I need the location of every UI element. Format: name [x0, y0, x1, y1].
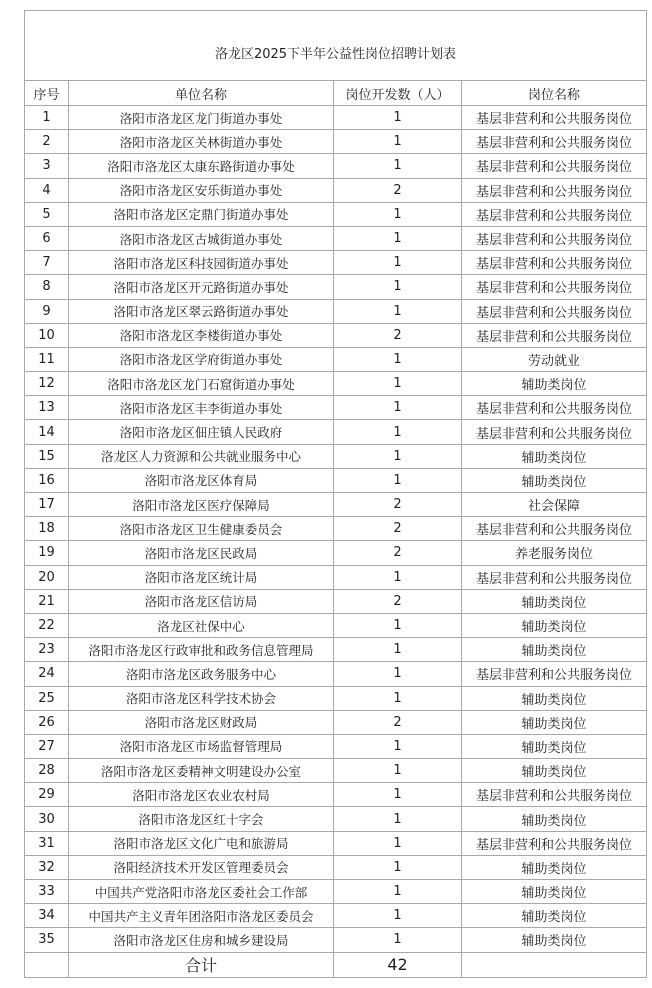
table-row — [25, 613, 647, 637]
row-position-name: 基层非营利和公共服务岗位 — [462, 178, 647, 202]
row-count: 1 — [334, 855, 462, 879]
header-unit: 单位名称 — [69, 81, 334, 106]
table-row — [25, 880, 647, 904]
recruitment-plan-table — [24, 10, 647, 978]
row-count: 2 — [334, 710, 462, 734]
row-position-name: 基层非营利和公共服务岗位 — [462, 396, 647, 420]
row-unit-name: 洛阳市洛龙区红十字会 — [69, 807, 334, 831]
row-index: 1 — [25, 106, 69, 130]
row-count: 1 — [334, 347, 462, 371]
row-unit-name: 洛龙区人力资源和公共就业服务中心 — [69, 444, 334, 468]
row-index: 2 — [25, 130, 69, 154]
row-unit-name: 洛阳市洛龙区民政局 — [69, 541, 334, 565]
row-unit-name: 洛阳市洛龙区龙门街道办事处 — [69, 106, 334, 130]
row-position-name: 辅助类岗位 — [462, 759, 647, 783]
row-index: 20 — [25, 565, 69, 589]
row-count: 1 — [334, 613, 462, 637]
table-row — [25, 589, 647, 613]
row-index: 8 — [25, 275, 69, 299]
row-unit-name: 中国共产主义青年团洛阳市洛龙区委员会 — [69, 904, 334, 928]
row-index: 17 — [25, 493, 69, 517]
row-index: 27 — [25, 734, 69, 758]
row-unit-name: 洛阳市洛龙区委精神文明建设办公室 — [69, 759, 334, 783]
row-count: 1 — [334, 468, 462, 492]
row-index: 5 — [25, 202, 69, 226]
table-row — [25, 275, 647, 299]
row-position-name: 辅助类岗位 — [462, 734, 647, 758]
header-position: 岗位名称 — [462, 81, 647, 106]
table-row — [25, 928, 647, 952]
table-row — [25, 686, 647, 710]
row-unit-name: 洛阳市洛龙区佃庄镇人民政府 — [69, 420, 334, 444]
row-index: 15 — [25, 444, 69, 468]
row-index: 12 — [25, 372, 69, 396]
row-position-name: 辅助类岗位 — [462, 807, 647, 831]
row-position-name: 辅助类岗位 — [462, 904, 647, 928]
table-row — [25, 420, 647, 444]
recruitment-plan-sheet — [24, 10, 646, 978]
table-row — [25, 904, 647, 928]
row-count: 1 — [334, 420, 462, 444]
row-unit-name: 洛阳市洛龙区行政审批和政务信息管理局 — [69, 638, 334, 662]
row-count: 1 — [334, 783, 462, 807]
table-row — [25, 226, 647, 250]
row-index: 13 — [25, 396, 69, 420]
row-count: 1 — [334, 226, 462, 250]
row-unit-name: 洛阳市洛龙区文化广电和旅游局 — [69, 831, 334, 855]
row-position-name: 辅助类岗位 — [462, 468, 647, 492]
row-index: 22 — [25, 613, 69, 637]
row-unit-name: 洛阳市洛龙区太康东路街道办事处 — [69, 154, 334, 178]
row-count: 1 — [334, 638, 462, 662]
table-row — [25, 831, 647, 855]
row-count: 1 — [334, 928, 462, 952]
row-position-name: 劳动就业 — [462, 347, 647, 371]
row-unit-name: 洛阳市洛龙区关林街道办事处 — [69, 130, 334, 154]
table-row — [25, 855, 647, 879]
row-count: 1 — [334, 880, 462, 904]
row-index: 28 — [25, 759, 69, 783]
row-unit-name: 洛阳市洛龙区学府街道办事处 — [69, 347, 334, 371]
row-count: 1 — [334, 444, 462, 468]
row-unit-name: 洛阳市洛龙区体育局 — [69, 468, 334, 492]
row-index: 19 — [25, 541, 69, 565]
row-position-name: 辅助类岗位 — [462, 686, 647, 710]
row-position-name: 辅助类岗位 — [462, 613, 647, 637]
row-unit-name: 洛阳市洛龙区卫生健康委员会 — [69, 517, 334, 541]
row-index: 7 — [25, 251, 69, 275]
row-unit-name: 洛阳市洛龙区定鼎门街道办事处 — [69, 202, 334, 226]
row-position-name: 辅助类岗位 — [462, 589, 647, 613]
row-count: 1 — [334, 759, 462, 783]
table-row — [25, 517, 647, 541]
row-index: 14 — [25, 420, 69, 444]
row-index: 35 — [25, 928, 69, 952]
row-unit-name: 中国共产党洛阳市洛龙区委社会工作部 — [69, 880, 334, 904]
row-position-name: 基层非营利和公共服务岗位 — [462, 831, 647, 855]
row-index: 33 — [25, 880, 69, 904]
row-count: 1 — [334, 372, 462, 396]
row-position-name: 辅助类岗位 — [462, 928, 647, 952]
row-index: 10 — [25, 323, 69, 347]
row-position-name: 辅助类岗位 — [462, 880, 647, 904]
table-row — [25, 565, 647, 589]
header-index: 序号 — [25, 81, 69, 106]
row-unit-name: 洛阳市洛龙区丰李街道办事处 — [69, 396, 334, 420]
row-position-name: 基层非营利和公共服务岗位 — [462, 130, 647, 154]
total-count: 42 — [334, 952, 462, 977]
row-position-name: 基层非营利和公共服务岗位 — [462, 323, 647, 347]
row-position-name: 辅助类岗位 — [462, 444, 647, 468]
row-position-name: 基层非营利和公共服务岗位 — [462, 226, 647, 250]
row-position-name: 基层非营利和公共服务岗位 — [462, 154, 647, 178]
row-index: 26 — [25, 710, 69, 734]
row-count: 2 — [334, 493, 462, 517]
row-unit-name: 洛阳市洛龙区开元路街道办事处 — [69, 275, 334, 299]
row-index: 3 — [25, 154, 69, 178]
row-position-name: 辅助类岗位 — [462, 638, 647, 662]
row-position-name: 基层非营利和公共服务岗位 — [462, 251, 647, 275]
table-row — [25, 202, 647, 226]
row-index: 21 — [25, 589, 69, 613]
table-row — [25, 299, 647, 323]
row-count: 2 — [334, 589, 462, 613]
row-count: 1 — [334, 396, 462, 420]
row-count: 2 — [334, 541, 462, 565]
row-count: 1 — [334, 662, 462, 686]
row-unit-name: 洛阳市洛龙区农业农村局 — [69, 783, 334, 807]
row-position-name: 基层非营利和公共服务岗位 — [462, 783, 647, 807]
row-unit-name: 洛阳市洛龙区李楼街道办事处 — [69, 323, 334, 347]
row-unit-name: 洛阳市洛龙区财政局 — [69, 710, 334, 734]
table-row — [25, 662, 647, 686]
row-count: 1 — [334, 130, 462, 154]
table-row — [25, 251, 647, 275]
row-count: 1 — [334, 734, 462, 758]
row-count: 1 — [334, 275, 462, 299]
row-count: 1 — [334, 565, 462, 589]
table-row — [25, 807, 647, 831]
row-index: 16 — [25, 468, 69, 492]
row-index: 29 — [25, 783, 69, 807]
table-row — [25, 396, 647, 420]
row-position-name: 基层非营利和公共服务岗位 — [462, 420, 647, 444]
row-count: 1 — [334, 106, 462, 130]
row-index: 6 — [25, 226, 69, 250]
row-unit-name: 洛阳市洛龙区住房和城乡建设局 — [69, 928, 334, 952]
row-position-name: 基层非营利和公共服务岗位 — [462, 517, 647, 541]
row-unit-name: 洛阳市洛龙区科技园街道办事处 — [69, 251, 334, 275]
table-row — [25, 130, 647, 154]
table-row — [25, 178, 647, 202]
row-count: 1 — [334, 904, 462, 928]
row-unit-name: 洛阳经济技术开发区管理委员会 — [69, 855, 334, 879]
title-row — [25, 11, 647, 81]
header-count: 岗位开发数（人） — [334, 81, 462, 106]
row-count: 1 — [334, 202, 462, 226]
table-body — [25, 106, 647, 953]
row-index: 23 — [25, 638, 69, 662]
table-row — [25, 106, 647, 130]
row-index: 18 — [25, 517, 69, 541]
table-row — [25, 638, 647, 662]
row-count: 2 — [334, 178, 462, 202]
row-count: 2 — [334, 323, 462, 347]
row-position-name: 基层非营利和公共服务岗位 — [462, 275, 647, 299]
row-index: 9 — [25, 299, 69, 323]
row-count: 1 — [334, 154, 462, 178]
row-count: 1 — [334, 807, 462, 831]
row-index: 32 — [25, 855, 69, 879]
row-position-name: 基层非营利和公共服务岗位 — [462, 106, 647, 130]
row-position-name: 基层非营利和公共服务岗位 — [462, 299, 647, 323]
table-row — [25, 372, 647, 396]
table-row — [25, 323, 647, 347]
table-row — [25, 734, 647, 758]
row-index: 31 — [25, 831, 69, 855]
row-count: 1 — [334, 686, 462, 710]
row-unit-name: 洛阳市洛龙区医疗保障局 — [69, 493, 334, 517]
total-index-cell — [25, 952, 69, 977]
row-count: 1 — [334, 831, 462, 855]
row-index: 4 — [25, 178, 69, 202]
row-position-name: 社会保障 — [462, 493, 647, 517]
total-position-cell — [462, 952, 647, 977]
total-label: 合计 — [69, 952, 334, 977]
row-unit-name: 洛阳市洛龙区龙门石窟街道办事处 — [69, 372, 334, 396]
row-index: 24 — [25, 662, 69, 686]
table-row — [25, 710, 647, 734]
row-position-name: 基层非营利和公共服务岗位 — [462, 662, 647, 686]
row-index: 11 — [25, 347, 69, 371]
row-unit-name: 洛阳市洛龙区市场监督管理局 — [69, 734, 334, 758]
total-row — [25, 952, 647, 977]
table-row — [25, 541, 647, 565]
row-position-name: 辅助类岗位 — [462, 855, 647, 879]
row-count: 2 — [334, 517, 462, 541]
row-unit-name: 洛阳市洛龙区科学技术协会 — [69, 686, 334, 710]
table-row — [25, 783, 647, 807]
row-unit-name: 洛阳市洛龙区翠云路街道办事处 — [69, 299, 334, 323]
row-unit-name: 洛阳市洛龙区信访局 — [69, 589, 334, 613]
row-count: 1 — [334, 299, 462, 323]
row-position-name: 辅助类岗位 — [462, 710, 647, 734]
row-unit-name: 洛阳市洛龙区政务服务中心 — [69, 662, 334, 686]
row-position-name: 基层非营利和公共服务岗位 — [462, 202, 647, 226]
table-row — [25, 347, 647, 371]
table-title: 洛龙区2025下半年公益性岗位招聘计划表 — [25, 11, 647, 81]
row-count: 1 — [334, 251, 462, 275]
row-unit-name: 洛阳市洛龙区古城街道办事处 — [69, 226, 334, 250]
header-row — [25, 81, 647, 106]
table-row — [25, 759, 647, 783]
row-index: 30 — [25, 807, 69, 831]
table-row — [25, 468, 647, 492]
row-position-name: 养老服务岗位 — [462, 541, 647, 565]
table-row — [25, 493, 647, 517]
row-unit-name: 洛龙区社保中心 — [69, 613, 334, 637]
row-position-name: 基层非营利和公共服务岗位 — [462, 565, 647, 589]
row-unit-name: 洛阳市洛龙区统计局 — [69, 565, 334, 589]
table-row — [25, 444, 647, 468]
row-index: 25 — [25, 686, 69, 710]
table-row — [25, 154, 647, 178]
row-unit-name: 洛阳市洛龙区安乐街道办事处 — [69, 178, 334, 202]
row-position-name: 辅助类岗位 — [462, 372, 647, 396]
row-index: 34 — [25, 904, 69, 928]
